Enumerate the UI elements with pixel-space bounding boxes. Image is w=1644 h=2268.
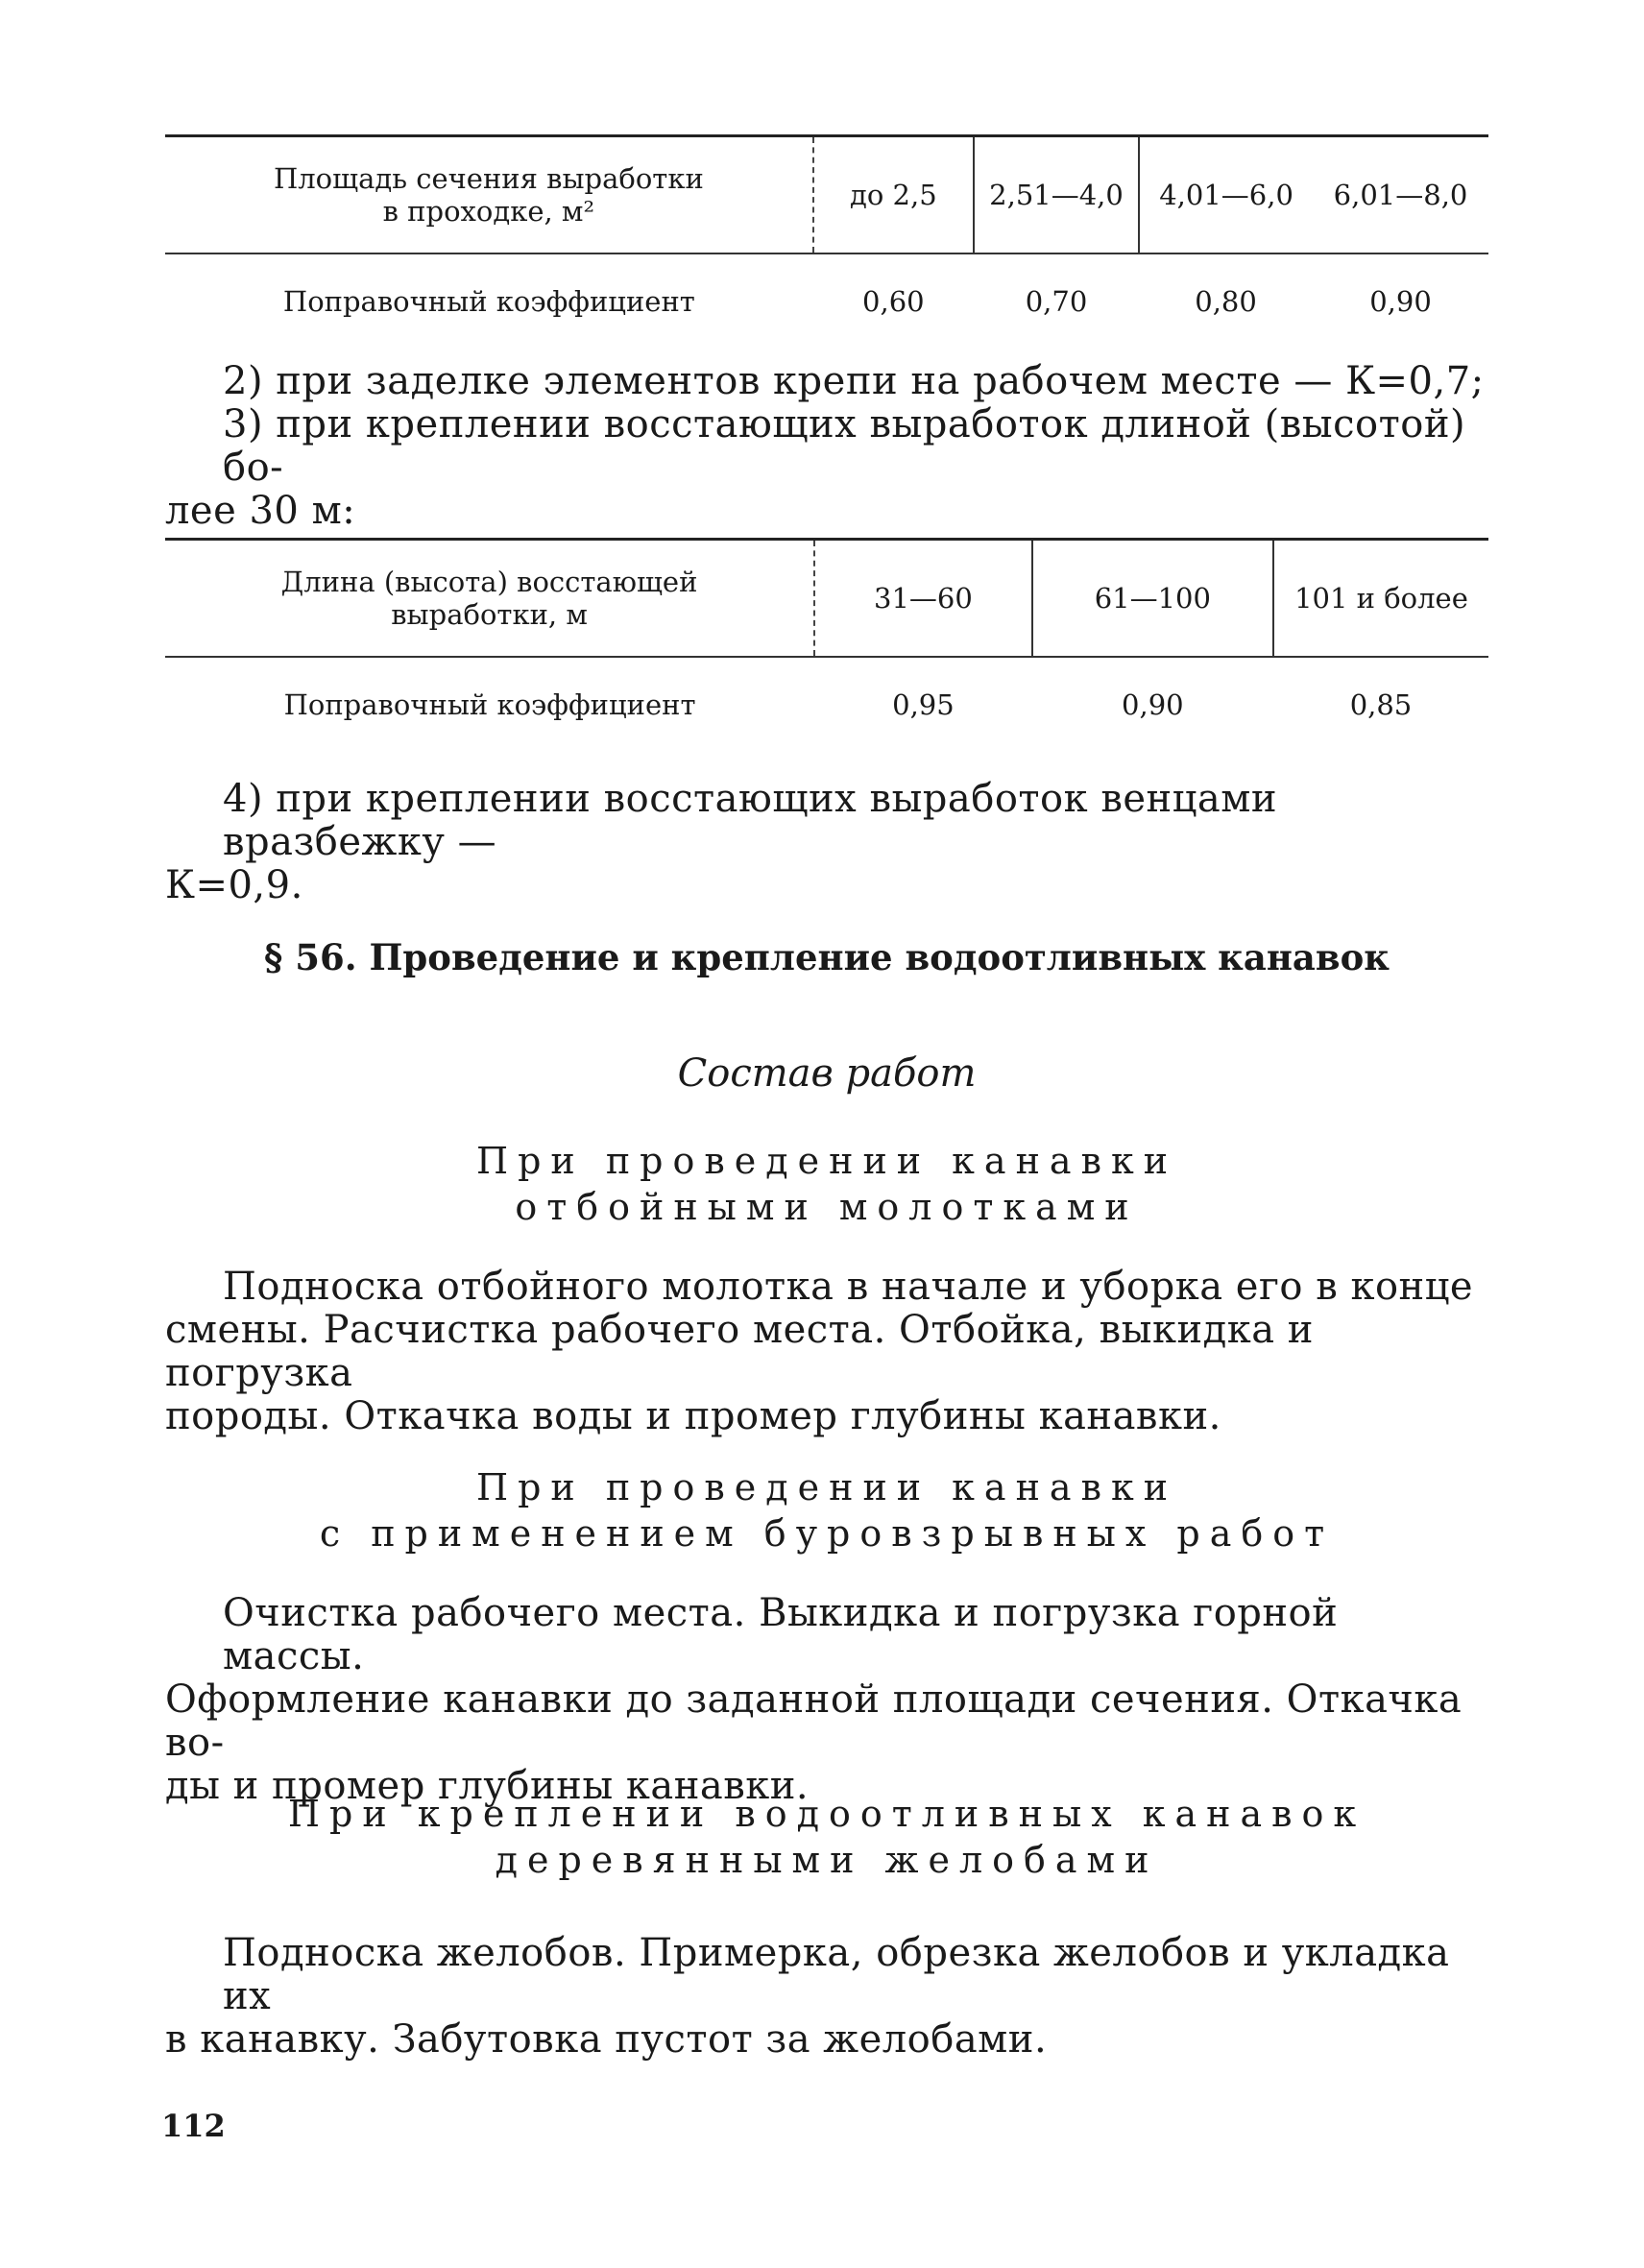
header-label-line: выработки, м [391, 598, 588, 631]
section-heading: § 56. Проведение и крепление водоотливных канавок [263, 936, 1390, 978]
header-label-line: в проходке, м² [382, 195, 595, 228]
block-title [165, 1791, 1488, 1883]
block-title [165, 1464, 1488, 1556]
table-cell: 0,85 [1349, 688, 1413, 721]
text-line: в канавку. Забутовка пустот за желобами. [165, 2017, 1048, 2062]
coefficient-table-area [165, 134, 1488, 349]
text-line: Подноска желобов. Примерка, обрезка желобов и укладка их [223, 1931, 1450, 2018]
text-line: 4) при креплении восстающих выработок венцами вразбежку — [223, 777, 1278, 864]
table-header-label [165, 136, 813, 254]
table-cell: 0,90 [1369, 285, 1432, 318]
text-line: породы. Откачка воды и промер глубины канавки. [165, 1394, 1221, 1438]
column-header: 6,01—8,0 [1333, 179, 1468, 211]
column-header: до 2,5 [813, 136, 974, 254]
header-label-line: Длина (высота) восстающей [280, 566, 698, 598]
table-cell: 0,90 [1122, 688, 1184, 721]
block-paragraph [165, 1266, 1488, 1438]
table-row [165, 253, 1488, 349]
column-header: 31—60 [814, 540, 1032, 658]
paragraph-item-4 [165, 778, 1488, 907]
length-coefficient-table [165, 538, 1488, 752]
column-header: 2,51—4,0 [974, 136, 1139, 254]
subheading: Состав работ [677, 1051, 977, 1096]
table-row [165, 657, 1488, 752]
block-paragraph [165, 1592, 1488, 1808]
row-label: Поправочный коэффициент [282, 285, 695, 318]
text-line: 3) при креплении восстающих выработок длиной (высотой) бо- [223, 402, 1466, 490]
table-cell: 0,80 [1195, 285, 1257, 318]
table-header-row [165, 136, 1488, 254]
column-header: 4,01—6,0 [1139, 136, 1313, 254]
table-cell: 0,70 [1025, 285, 1088, 318]
block-title-line: При проведении канавки [475, 1466, 1178, 1508]
text-line: 2) при заделке элементов крепи на рабочем месте — К=0,7; [223, 359, 1485, 403]
row-label: Поправочный коэффициент [283, 688, 696, 721]
block-title-line: с применением буровзрывных работ [319, 1512, 1335, 1555]
text-line: ды и промер глубины канавки. [165, 1764, 810, 1808]
text-line: Очистка рабочего места. Выкидка и погрузка горной массы. [223, 1591, 1339, 1678]
block-paragraph [165, 1932, 1488, 2062]
text-line: смены. Расчистка рабочего места. Отбойка, выкидка и погрузка [165, 1308, 1314, 1395]
text-line: Подноска отбойного молотка в начале и уборка его в конце [223, 1265, 1474, 1309]
page-number: 112 [161, 2108, 226, 2144]
text-line: лее 30 м: [165, 489, 356, 533]
paragraph-item-2 [165, 360, 1488, 533]
block-title-line: При креплении водоотливных канавок [287, 1793, 1366, 1835]
header-label-line: Площадь сечения выработки [273, 162, 704, 195]
column-header: 101 и более [1273, 540, 1488, 658]
block-title [165, 1138, 1488, 1230]
text-line: К=0,9. [165, 863, 303, 907]
block-title-line: деревянными желобами [495, 1839, 1159, 1881]
table-header-label [165, 540, 814, 658]
table-header-row [165, 540, 1488, 658]
block-title-line: отбойными молотками [515, 1186, 1139, 1228]
table-cell: 0,60 [862, 285, 925, 318]
table-cell: 0,95 [892, 688, 955, 721]
column-header: 61—100 [1032, 540, 1273, 658]
block-title-line: При проведении канавки [475, 1140, 1178, 1182]
text-line: Оформление канавки до заданной площади сечения. Откачка во- [165, 1677, 1463, 1765]
